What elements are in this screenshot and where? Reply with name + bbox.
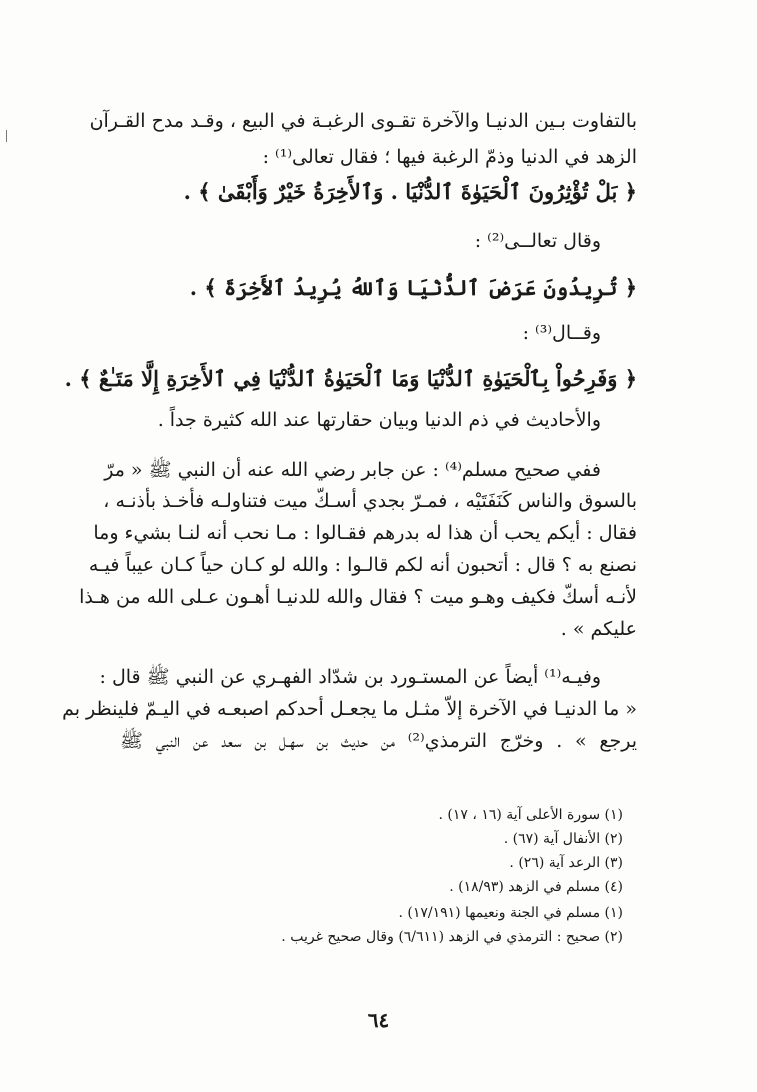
body-line-2: الزهد في الدنيا وذمّ الرغبة فيها ؛ فقال تعالى⁽¹⁾ :: [262, 146, 637, 168]
hadith-line-3: فقال : أيكم يحب أن هذا له بدرهم فقـالوا : مـا نحب أنه لنـا بشيء وما: [93, 522, 637, 544]
hadith-line-4: نصنع به ؟ قال : أتحبون أنه لكم قالـوا : والله لو كـان حياً كـان عيباً فيـه: [88, 554, 637, 576]
hadith-line-2: بالسوق والناس كَنَفَتَيْه ، فمـرّ بجدي أسـكّ ميت فتناولـه فأخـذ بأذنـه ،: [103, 490, 637, 512]
quran-verse-1: ﴿ بَلْ تُؤْثِرُونَ ٱلْحَيَوٰةَ ٱلدُّنْيَا . وَٱلأَخِرَةُ خَيْرٌ وَأَبْقَىٰ ﴾ .: [183, 179, 637, 204]
footnote-3: (٣) الرعد آية (٢٦) .: [509, 855, 623, 871]
quran-verse-2: ﴿ تُرِيدُونَ عَرَضَ ٱلدُّنْيَا وَٱللهُ يُرِيدُ ٱلأَخِرَةَ ﴾ .: [189, 275, 637, 300]
footnote-1: (١) سورة الأعلى آية (١٦ ، ١٧) .: [438, 807, 623, 823]
footnote-6: (٢) صحيح : الترمذي في الزهد (٦/٦١١) وقال صحيح غريب .: [281, 929, 623, 945]
footnote-4: (٤) مسلم في الزهد (١٨/٩٣) .: [449, 879, 623, 895]
body-line-8: والأحاديث في ذم الدنيا وبيان حقارتها عند الله كثيرة جداً .: [157, 409, 601, 431]
edge-mark: [6, 130, 7, 142]
footnote-2: (٢) الأنفال آية (٦٧) .: [503, 831, 623, 847]
hadith2-line-3: يرجع » . وخرّج الترمذي⁽²⁾ من حديث بن سهـل بن سعد عن النبي ﷺ: [120, 730, 637, 752]
quran-verse-3: ﴿ وَفَرِحُواْ بِٱلْحَيَوٰةِ ٱلدُّنْيَا وَمَا ٱلْحَيَوٰةُ ٱلدُّنْيَا فِي ٱلأَخِرَةِ إِلَّا مَتَـٰعٌ ﴾ .: [64, 366, 637, 391]
hadith-line-5: لأنـه أسكّ فكيف وهـو ميت ؟ فقال والله للدنيـا أهـون عـلى الله من هـذا: [79, 586, 637, 608]
hadith-line-1: ففي صحيح مسلم⁽⁴⁾ : عن جابر رضي الله عنه أن النبي ﷺ « مرّ: [104, 459, 601, 481]
hadith2-line-1: وفيـه⁽¹⁾ أيضاً عن المستـورد بن شدّاد الفهـري عن النبي ﷺ قال :: [99, 666, 601, 688]
footnote-5: (١) مسلم في الجنة ونعيمها (١٧/١٩١) .: [398, 905, 623, 921]
body-line-1: بالتفاوت بـين الدنيـا والآخرة تقـوى الرغبـة في البيع ، وقـد مدح القـرآن: [89, 110, 637, 132]
body-line-6: وقــال⁽³⁾ :: [522, 322, 601, 344]
body-line-4: وقال تعالــى⁽²⁾ :: [474, 230, 601, 252]
page-number: ٦٤: [367, 1008, 390, 1032]
hadith2-line-2: « ما الدنيـا في الآخرة إلاّ مثـل ما يجعـل أحدكم اصبعـه في اليـمّ فلينظر بم: [62, 698, 637, 720]
hadith-line-6: عليكم » .: [560, 618, 637, 640]
